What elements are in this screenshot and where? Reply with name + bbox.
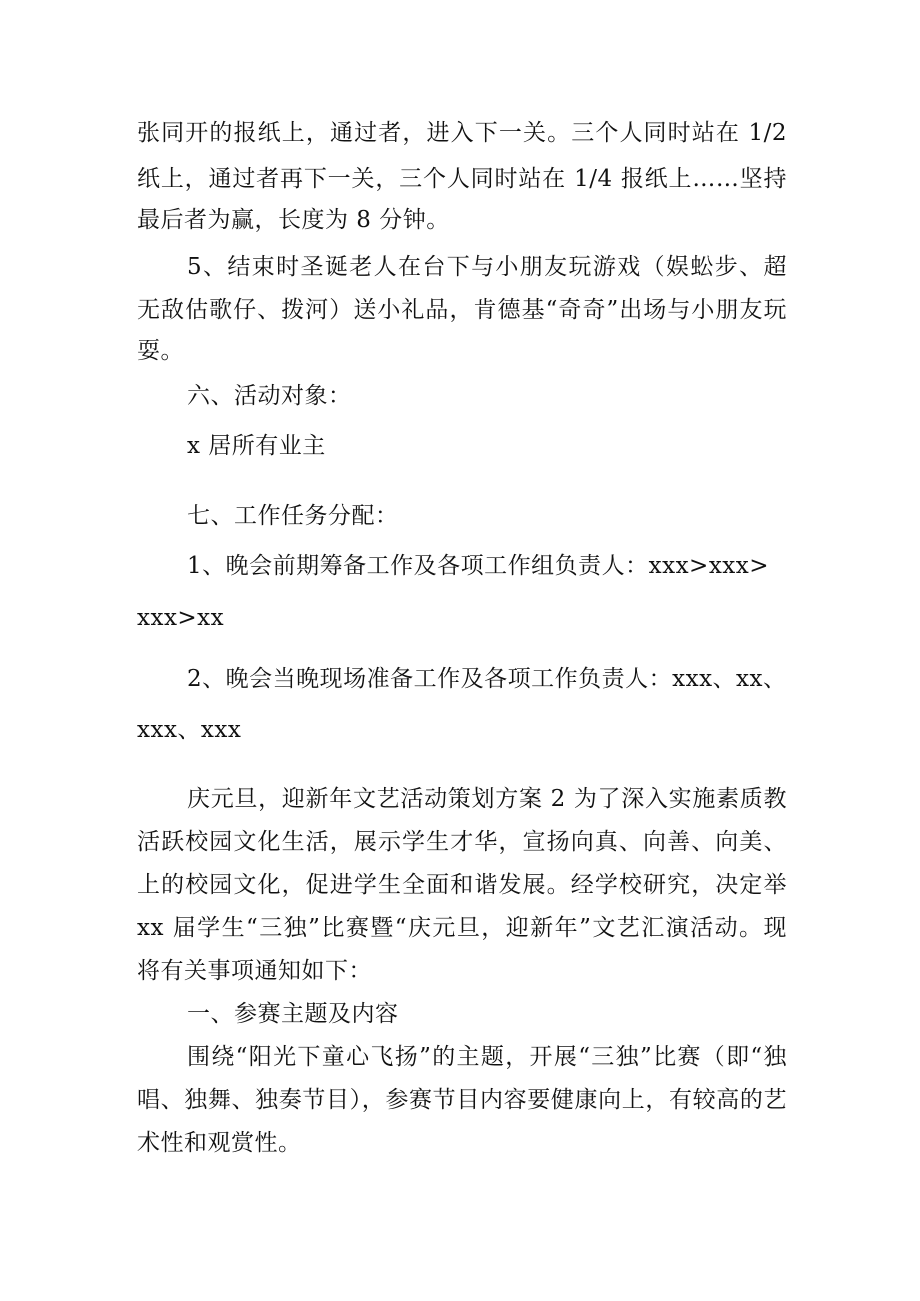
text-line: xxx、xxx <box>137 717 242 743</box>
section-heading: 一、参赛主题及内容 <box>187 1001 399 1027</box>
text-line: 5、结束时圣诞老人在台下与小朋友玩游戏（娱蚣步、超 <box>187 254 787 280</box>
text-line: 无敌估歌仔、拨河）送小礼品，肯德基“奇奇”出场与小朋友玩 <box>137 297 787 323</box>
text-line: 庆元旦，迎新年文艺活动策划方案 2 为了深入实施素质教 <box>187 786 787 812</box>
text-line: 张同开的报纸上，通过者，进入下一关。三个人同时站在 1/2 <box>137 120 787 146</box>
text-line: 耍。 <box>137 338 184 364</box>
text-line: 2、晚会当晚现场准备工作及各项工作负责人：xxx、xx、 <box>187 666 787 692</box>
text-line: 术性和观赏性。 <box>137 1130 302 1156</box>
text-line: xx 届学生“三独”比赛暨“庆元旦，迎新年”文艺汇演活动。现 <box>137 915 787 941</box>
section-heading: 六、活动对象： <box>187 383 352 409</box>
text-line: x 居所有业主 <box>187 433 326 459</box>
text-line: xxx>xx <box>137 605 225 631</box>
text-line: 纸上，通过者再下一关，三个人同时站在 1/4 报纸上……坚持 <box>137 166 787 192</box>
text-line: 将有关事项通知如下： <box>137 958 372 984</box>
text-line: 1、晚会前期筹备工作及各项工作组负责人：xxx>xxx> <box>187 553 770 579</box>
text-line: 活跃校园文化生活，展示学生才华，宣扬向真、向善、向美、 <box>137 829 787 855</box>
text-line: 最后者为赢，长度为 8 分钟。 <box>137 207 450 233</box>
section-heading: 七、工作任务分配： <box>187 503 399 529</box>
text-line: 上的校园文化，促进学生全面和谐发展。经学校研究，决定举 <box>137 872 787 898</box>
text-line: 唱、独舞、独奏节目），参赛节目内容要健康向上，有较高的艺 <box>137 1087 787 1113</box>
text-line: 围绕“阳光下童心飞扬”的主题，开展“三独”比赛（即“独 <box>187 1044 787 1070</box>
